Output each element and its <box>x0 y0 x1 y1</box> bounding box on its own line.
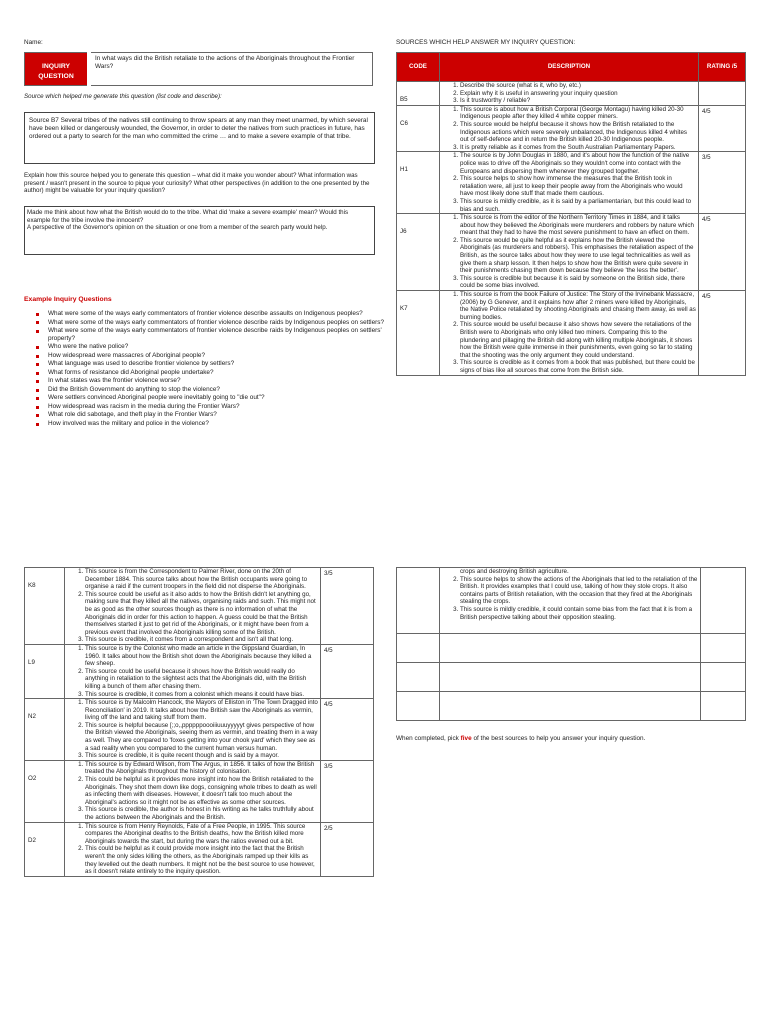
source-rating[interactable]: 4/5 <box>699 105 746 152</box>
empty-rating-cell[interactable] <box>701 692 746 721</box>
description-point: 1. Describe the source (what is it, who by, etc.) <box>460 82 696 90</box>
empty-rating-cell[interactable] <box>701 634 746 663</box>
description-points <box>442 106 696 152</box>
description-point: 2. This source would be helpful because it shows how the British retaliated to the Indigenous actions which were severely unbalanced, the Indigenous killed 4 whites out of self-defence and in return the British killed 20-30 Indigenous people. <box>460 121 696 144</box>
description-point: 3. Is it trustworthy / reliable? <box>460 97 696 105</box>
description-point: 1. This source is by the Colonist who made an article in the Gippsland Guardian, In 1960. It talks about how the British shot down the Aboriginals because they killed a few sheep. <box>85 645 318 668</box>
example-question: How widespread was racism in the media during the Frontier Wars? <box>48 403 393 411</box>
empty-description-cell[interactable] <box>440 663 701 692</box>
empty-code-cell[interactable] <box>397 634 440 663</box>
source-description[interactable] <box>440 152 699 214</box>
description-point: 1. This source is from Henry Reynolds, Fate of a Free People, in 1995. This source compares the Aboriginal deaths to the British deaths, how the British killed more Aboriginals towards the start, but during the wars the ratios evened out a bit. <box>85 823 318 846</box>
source-rating[interactable]: 4/5 <box>321 699 374 761</box>
explain-answer-1: Made me think about how what the British would do to the tribe. What did 'make a severe example' mean? Would this example for the tribe involve the innocent? <box>27 209 349 224</box>
source-description[interactable] <box>65 568 321 645</box>
source-code[interactable]: L9 <box>25 644 65 698</box>
description-point: 3. This source is credible, the author is honest in his writing as he talks truthfully about the actions between the Aboriginals and the British. <box>85 806 318 821</box>
source-description[interactable] <box>65 760 321 822</box>
source-row <box>25 822 374 876</box>
description-points <box>442 291 696 375</box>
description-point: 2. This could be helpful as it could provide more insight into the fact that the British weren't the only sides killing the others, as the Aboriginals ramped up their kills as they levelled out the death numbers. It might not be the best source to use however, as it doesn't relate entirely to the inquiry question. <box>85 845 318 875</box>
example-question: In what states was the frontier violence worse? <box>48 377 393 385</box>
source-rating[interactable]: 3/5 <box>699 152 746 214</box>
example-question: How involved was the military and police in the violence? <box>48 420 393 428</box>
source-code[interactable]: K8 <box>25 568 65 645</box>
source-code[interactable]: B5 <box>397 82 440 106</box>
description-point: 2. This source could be useful as it also adds to how the British didn't let anything go, making sure that they killed all the natives, organising raids and such. This might not be as good as the other sources though as there is no information of what the Aboriginals did in order for this action to happen. A guess could be that the British themselves started it just to get rid of the Aboriginals, or it might have been from a previous event that involved the Aboriginals killing some of the British. <box>85 591 318 637</box>
description-point: 2. Explain why it is useful in answering your inquiry question <box>460 90 696 98</box>
col-rating-header: RATING /5 <box>699 53 746 82</box>
source-description[interactable] <box>65 644 321 698</box>
example-question: Did the British Government do anything to stop the violence? <box>48 386 393 394</box>
description-points <box>67 823 318 876</box>
name-label: Name: <box>24 39 43 46</box>
source-rating[interactable] <box>699 82 746 106</box>
source-prompt: Source which helped me generate this question (list code and describe): <box>24 93 222 100</box>
source-code[interactable]: C6 <box>397 105 440 152</box>
description-point: 1. This source is about how a British Corporal (George Montagu) having killed 20-30 Indigenous people after they killed 4 white copper miners. <box>460 106 696 121</box>
example-question: Who were the native police? <box>48 343 393 351</box>
description-points <box>442 82 696 105</box>
description-point: 2. This source would be quite helpful as it explains how the British viewed the Aboriginals (as murderers and robbers). This emphasises the retaliation aspect of the British, as the source talks about how they were to use legal technicalities as well as give them a sharp lesson. It then helps to show how the British were quite severe in their punishments chasing them down because they believe 'the less the better'. <box>460 237 696 275</box>
description-points <box>442 214 696 290</box>
description-point: 3. This source is credible as it comes from a book that was published, but there could be signs of bias like all sources that come from the British side. <box>460 359 696 374</box>
description-point: 2. This source helps to show how immense the measures that the British took in retaliation were, all just to keep their people away from the Aboriginals who would have most likely done stuff that made them cautious. <box>460 175 696 198</box>
description-point: 2. This source could be useful because it shows how the British would really do anything in retaliation to the slightest acts that the Aboriginals did, with the British killing a bunch of them after chasing them. <box>85 668 318 691</box>
source-code[interactable]: K7 <box>397 291 440 376</box>
sources-table <box>396 52 746 376</box>
inquiry-question-text[interactable]: In what ways did the British retaliate to the actions of the Aboriginals throughout the Frontier Wars? <box>89 53 373 86</box>
source-code[interactable]: D2 <box>25 822 65 876</box>
description-point: 1. This source is from the editor of the Northern Territory Times in 1884, and it talks about how they believed the Aboriginals were murderers and robbers by nature which meant that they had to have the most severe punishment to have an effect on them. <box>460 214 696 237</box>
empty-rating-cell[interactable] <box>701 568 746 634</box>
source-code[interactable]: H1 <box>397 152 440 214</box>
example-question: What role did sabotage, and theft play in the Frontier Wars? <box>48 411 393 419</box>
example-question: What forms of resistance did Aboriginal people undertake? <box>48 369 393 377</box>
explain-answer-2: A perspective of the Governor's opinion on the situation or one from a member of the search party would help. <box>27 224 328 232</box>
source-row <box>397 105 746 152</box>
source-rating[interactable]: 3/5 <box>321 568 374 645</box>
source-row <box>397 214 746 291</box>
example-question: What were some of the ways early commentators of frontier violence describe raids by Indigenous peoples on settlers' property? <box>48 327 393 343</box>
example-question: Were settlers convinced Aboriginal people were inevitably going to "die out"? <box>48 394 393 402</box>
source-row <box>25 568 374 645</box>
source-rating[interactable]: 4/5 <box>699 214 746 291</box>
source-row <box>397 291 746 376</box>
description-point: 3. This source is credible, it comes from a correspondent and isn't all that long. <box>85 636 318 644</box>
examples-list <box>24 310 393 428</box>
description-points <box>67 568 318 644</box>
source-row <box>397 152 746 214</box>
source-description[interactable] <box>65 699 321 761</box>
empty-description-cell[interactable] <box>440 634 701 663</box>
description-point: 3. This source is mildly credible, as it is said by a parliamentarian, but this could lead to bias and such. <box>460 198 696 213</box>
pick-number: five <box>460 735 472 742</box>
source-rating[interactable]: 2/5 <box>321 822 374 876</box>
description-point: 2. This source would be useful because it also shows how severe the retaliations of the British were to Aboriginals who only killed two miners. Comparing this to the plundering and pillaging the British did along with killing multiple Aboriginals, it shows how the British were quite immense in their punishments, even going so far to stating that the shooting was the only argument they could understand. <box>460 321 696 359</box>
page2-sources-table <box>24 567 374 877</box>
description-point: 1. The source is by John Douglas in 1880, and it's about how the function of the native police was to drive off the Aboriginals so they wouldn't come into contact with the Europeans and dispersing them whenever they grouped together. <box>460 152 696 175</box>
source-description[interactable] <box>65 822 321 876</box>
description-points <box>67 761 318 822</box>
sources-heading: SOURCES WHICH HELP ANSWER MY INQUIRY QUESTION: <box>396 39 576 46</box>
source-description[interactable] <box>440 82 699 106</box>
continued-points <box>442 576 698 622</box>
empty-rating-cell[interactable] <box>701 663 746 692</box>
description-point: 3. This source is credible but because it is said by someone on the British side, there could be some bias involved. <box>460 275 696 290</box>
description-point: 3. This source is mildly credible, it could contain some bias from the fact that it is from a British perspective talking about their opposition stealing. <box>460 606 698 621</box>
example-question: How widespread were massacres of Aboriginal people? <box>48 352 393 360</box>
col-code-header: CODE <box>397 53 440 82</box>
source-code[interactable]: N2 <box>25 699 65 761</box>
explain-prompt: Explain how this source helped you to generate this question – what did it make you wonder about? What information was present / wasn't present in the source to pique your curiosity? What other perspectives (in addition to the one presented by the author) might be valuable for your inquiry question? <box>24 172 370 195</box>
description-points <box>67 645 318 698</box>
description-point: 2. This source helps to show the actions of the Aboriginals that led to the retaliation of the British. It provides examples that I could use, talking of how they stole crops. It also contains parts of British retaliation, with the occasion that they fired at the Aboriginals stealing the crops. <box>460 576 698 606</box>
source-text-box[interactable] <box>24 112 375 164</box>
source-row <box>25 699 374 761</box>
source-row <box>25 644 374 698</box>
pick-prefix: When completed, pick <box>396 735 461 742</box>
empty-code-cell[interactable] <box>397 692 440 721</box>
col-description-header: DESCRIPTION <box>440 53 699 82</box>
inquiry-question-label: INQUIRY QUESTION <box>25 53 90 86</box>
continued-description[interactable] <box>440 568 701 634</box>
description-point: 2. This source is helpful because [;;o,,ppppppoooiiiuuuyyyyyt gives perspective of how the British viewed the Aboriginals, seeing them as vermin, and treating them in a way as well. They are compared to 'foxes getting into your chook yard' which they see as a sad reality when you compared to the current human versus human. <box>85 722 318 752</box>
inquiry-question-table <box>24 52 373 86</box>
example-question: What were some of the ways early commentators of frontier violence describe raids by Indigenous peoples on settlers? <box>48 319 393 327</box>
source-code[interactable]: J6 <box>397 214 440 291</box>
source-row <box>25 760 374 822</box>
example-question: What language was used to describe frontier violence by settlers? <box>48 360 393 368</box>
description-point: 1. This source is by Edward Wilson, from The Argus, in 1856. It talks of how the British treated the Aboriginals throughout the history of colonisation. <box>85 761 318 776</box>
description-point: 2. This could be helpful as it provides more insight into how the British retaliated to the Aboriginals. They shot them down like dogs, consigning whole tribes to death as well as infecting them with diseases. However, it doesn't talk too much about the Aboriginal's actions so it might not be as effective as some other sources. <box>85 776 318 806</box>
source-row <box>397 82 746 106</box>
description-point: 3. This source is credible, it is quite recent though and is said by a mayor. <box>85 752 318 760</box>
empty-code-cell[interactable] <box>397 663 440 692</box>
examples-heading: Example Inquiry Questions <box>24 296 112 303</box>
empty-code-cell[interactable] <box>397 568 440 634</box>
source-rating[interactable]: 4/5 <box>321 644 374 698</box>
pick-instruction <box>396 735 746 743</box>
description-point: 3. This source is credible, it comes from a colonist which means it could have bias. <box>85 691 318 699</box>
source-description[interactable] <box>440 214 699 291</box>
pick-suffix: of the best sources to help you answer your inquiry question. <box>471 735 646 742</box>
explain-answer-box[interactable] <box>24 206 375 255</box>
source-rating[interactable]: 4/5 <box>699 291 746 376</box>
continuation-text: crops and destroying British agriculture. <box>460 568 569 575</box>
description-point: 1. This source is from the Correspondent to Palmer River, done on the 20th of December 1884. This source talks about how the British occupants were going to organise a raid if the current troopers in the field did not disperse the Aboriginals. <box>85 568 318 591</box>
source-code[interactable]: O2 <box>25 760 65 822</box>
description-points <box>442 152 696 213</box>
source-description[interactable] <box>440 291 699 376</box>
source-rating[interactable]: 3/5 <box>321 760 374 822</box>
source-text: Source B7 Several tribes of the natives still continuing to throw spears at any man they meet unarmed, by which several have been killed or dangerously wounded, the Governor, in order to deter the natives from such practices in future, has ordered out a party to search for the man who committed the crime … and to make a severe example of that tribe. <box>29 117 368 140</box>
example-question: What were some of the ways early commentators of frontier violence describe assaults on Indigenous peoples? <box>48 310 393 318</box>
source-description[interactable] <box>440 105 699 152</box>
page2-right-table <box>396 567 746 721</box>
description-point: 1. This source is from the book Failure of Justice: The Story of the Irvinebank Massacre, (2006) by G Genever, and it explains how after 2 miners were killed by Aboriginals, the Native Police retaliated by shooting Aboriginals and chasing them away, as well as burning bodies. <box>460 291 696 321</box>
empty-description-cell[interactable] <box>440 692 701 721</box>
description-point: 3. It is pretty reliable as it comes from the South Australian Parliamentary Papers. <box>460 144 696 152</box>
description-points <box>67 699 318 760</box>
description-point: 1. This source is by Malcolm Hancock, the Mayors of Elliston in 'The Town Dragged into Reconciliation' in 2019. It talks about how the British saw the Aboriginals as vermin, living off the land and taking stuff from them. <box>85 699 318 722</box>
